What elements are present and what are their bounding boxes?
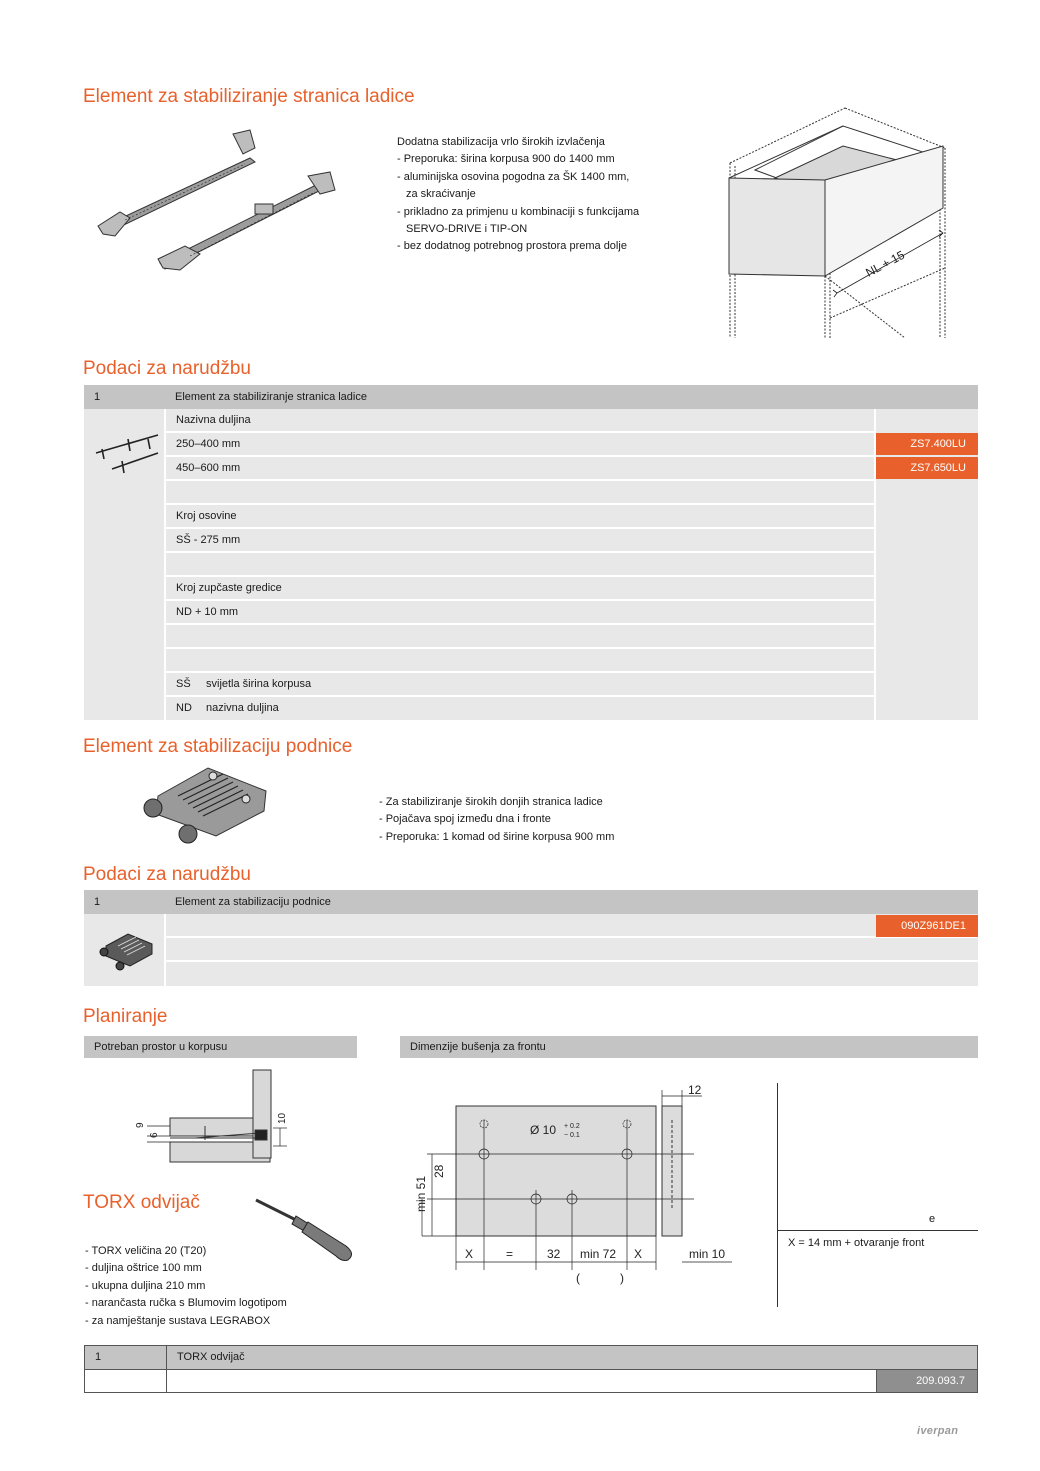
desc-line: - duljina oštrice 100 mm xyxy=(85,1262,202,1275)
torx-title: TORX odvijač xyxy=(83,1192,200,1213)
desc-line: - Preporuka: širina korpusa 900 do 1400 mm xyxy=(397,153,615,166)
order-table-1-header xyxy=(84,385,978,409)
dim-paren-open: ( xyxy=(576,1271,580,1285)
dim-x-right: X xyxy=(634,1247,643,1261)
order-table-2-header xyxy=(84,890,978,914)
dim-9: 9 xyxy=(135,1122,146,1128)
header-label: TORX odvijač xyxy=(177,1351,245,1363)
legend-row xyxy=(166,697,874,719)
row-text: ND + 10 mm xyxy=(176,606,239,618)
space-requirement-drawing xyxy=(135,1066,295,1166)
torx-description xyxy=(85,1243,287,1330)
order-title-1: Podaci za narudžbu xyxy=(83,358,251,379)
stabilizer-rails-image xyxy=(95,128,355,278)
desc-line: za skraćivanje xyxy=(406,188,476,201)
floor-stabilizer-description xyxy=(379,794,614,846)
section-title-stabilizer: Element za stabiliziranje stranica ladice xyxy=(83,86,415,107)
formula-text: X = 14 mm + otvaranje front xyxy=(788,1237,925,1249)
column-divider xyxy=(874,409,876,720)
dim-hole: Ø 10 xyxy=(530,1123,557,1137)
table-row xyxy=(166,649,874,673)
note-line xyxy=(778,1230,978,1231)
legend-abbr: ND xyxy=(176,702,192,714)
order-code-090z961de1[interactable]: 090Z961DE1 xyxy=(876,915,978,937)
header-number: 1 xyxy=(94,391,101,403)
drawer-cabinet-drawing xyxy=(725,108,957,340)
order-code-209-093-7[interactable]: 209.093.7 xyxy=(877,1370,977,1392)
desc-line: - TORX veličina 20 (T20) xyxy=(85,1245,207,1257)
stabilizer-thumbnail xyxy=(92,429,164,473)
drawer-length-label: NL + 15 xyxy=(863,247,907,280)
floor-stabilizer-image xyxy=(138,766,270,848)
desc-line: - prikladno za primjenu u kombinaciji s funkcijama xyxy=(397,205,640,218)
legend-meaning: nazivna duljina xyxy=(206,702,279,714)
column-divider xyxy=(166,1346,167,1392)
brand-logo: iverpan xyxy=(917,1425,959,1437)
dim-equal: = xyxy=(506,1247,514,1261)
row-text: 450–600 mm xyxy=(176,462,241,474)
legend-row xyxy=(166,673,874,697)
dim-min10: min 10 xyxy=(689,1247,726,1261)
legend-abbr: SŠ xyxy=(176,678,191,690)
note-e: e xyxy=(929,1213,936,1225)
dim-min51: min 51 xyxy=(414,1175,428,1212)
table-row xyxy=(166,938,978,962)
planning-left-header: Potreban prostor u korpusu xyxy=(84,1036,357,1058)
table-row xyxy=(166,601,874,625)
row-text: Kroj zupčaste gredice xyxy=(176,582,282,594)
dim-paren-close: ) xyxy=(620,1271,624,1285)
desc-line: - za namještanje sustava LEGRABOX xyxy=(85,1314,271,1327)
order-table-2 xyxy=(84,890,978,986)
stabilizer-description xyxy=(397,134,639,256)
torx-order-table xyxy=(84,1345,978,1393)
drilling-dimensions-drawing xyxy=(412,1080,742,1290)
desc-line: - Preporuka: 1 komad od širine korpusa 900 mm xyxy=(379,830,615,843)
dim-28: 28 xyxy=(432,1164,446,1178)
desc-line: SERVO-DRIVE i TIP-ON xyxy=(406,223,528,236)
row-text: Nazivna duljina xyxy=(176,414,251,426)
row-text: 250–400 mm xyxy=(176,438,241,450)
table-row xyxy=(166,529,874,553)
desc-line: - aluminijska osovina pogodna za ŠK 1400 mm, xyxy=(397,170,630,183)
row-text: Kroj osovine xyxy=(176,510,237,522)
order-code-zs7-400lu[interactable]: ZS7.400LU xyxy=(876,433,978,455)
order-table-1 xyxy=(84,385,978,720)
desc-line: - Pojačava spoj između dna i fronte xyxy=(379,813,551,826)
dim-min72: min 72 xyxy=(580,1247,617,1261)
section-title-floor-stabilizer: Element za stabilizaciju podnice xyxy=(83,736,353,757)
torx-table-header xyxy=(85,1346,977,1370)
table-row xyxy=(166,625,874,649)
legend-meaning: svijetla širina korpusa xyxy=(206,678,312,690)
header-number: 1 xyxy=(95,1351,102,1363)
header-number: 1 xyxy=(94,896,101,908)
dim-32: 32 xyxy=(547,1247,561,1261)
note-divider xyxy=(777,1083,778,1307)
dim-10: 10 xyxy=(277,1112,288,1124)
desc-line: - ukupna duljina 210 mm xyxy=(85,1279,206,1292)
header-label: Element za stabiliziranje stranica ladice xyxy=(175,391,367,403)
desc-line: - narančasta ručka s Blumovim logotipom xyxy=(85,1297,287,1310)
table-row xyxy=(166,577,874,601)
planning-title: Planiranje xyxy=(83,1006,168,1027)
header-label: Element za stabilizaciju podnice xyxy=(175,896,331,908)
table-row xyxy=(166,409,874,433)
order-code-zs7-650lu[interactable]: ZS7.650LU xyxy=(876,457,978,479)
table-row xyxy=(166,481,874,505)
desc-line: - bez dodatnog potrebnog prostora prema dolje xyxy=(397,240,627,253)
desc-line: Dodatna stabilizacija vrlo širokih izvlačenja xyxy=(397,136,605,148)
table-row xyxy=(166,914,978,938)
table-row xyxy=(166,433,874,457)
dim-6: 6 xyxy=(149,1132,160,1138)
dim-tol-minus: − 0.1 xyxy=(564,1132,580,1139)
table-row xyxy=(166,505,874,529)
table-row xyxy=(166,553,874,577)
table-row xyxy=(166,457,874,481)
desc-line: - Za stabiliziranje širokih donjih stranica ladice xyxy=(379,796,603,808)
order-title-2: Podaci za narudžbu xyxy=(83,864,251,885)
floor-stabilizer-thumbnail xyxy=(98,932,154,972)
dim-tol-plus: + 0.2 xyxy=(564,1123,580,1130)
row-text: SŠ - 275 mm xyxy=(176,534,241,546)
dim-top: 12 xyxy=(688,1083,702,1097)
planning-right-header: Dimenzije bušenja za frontu xyxy=(400,1036,978,1058)
dim-x-left: X xyxy=(465,1247,474,1261)
